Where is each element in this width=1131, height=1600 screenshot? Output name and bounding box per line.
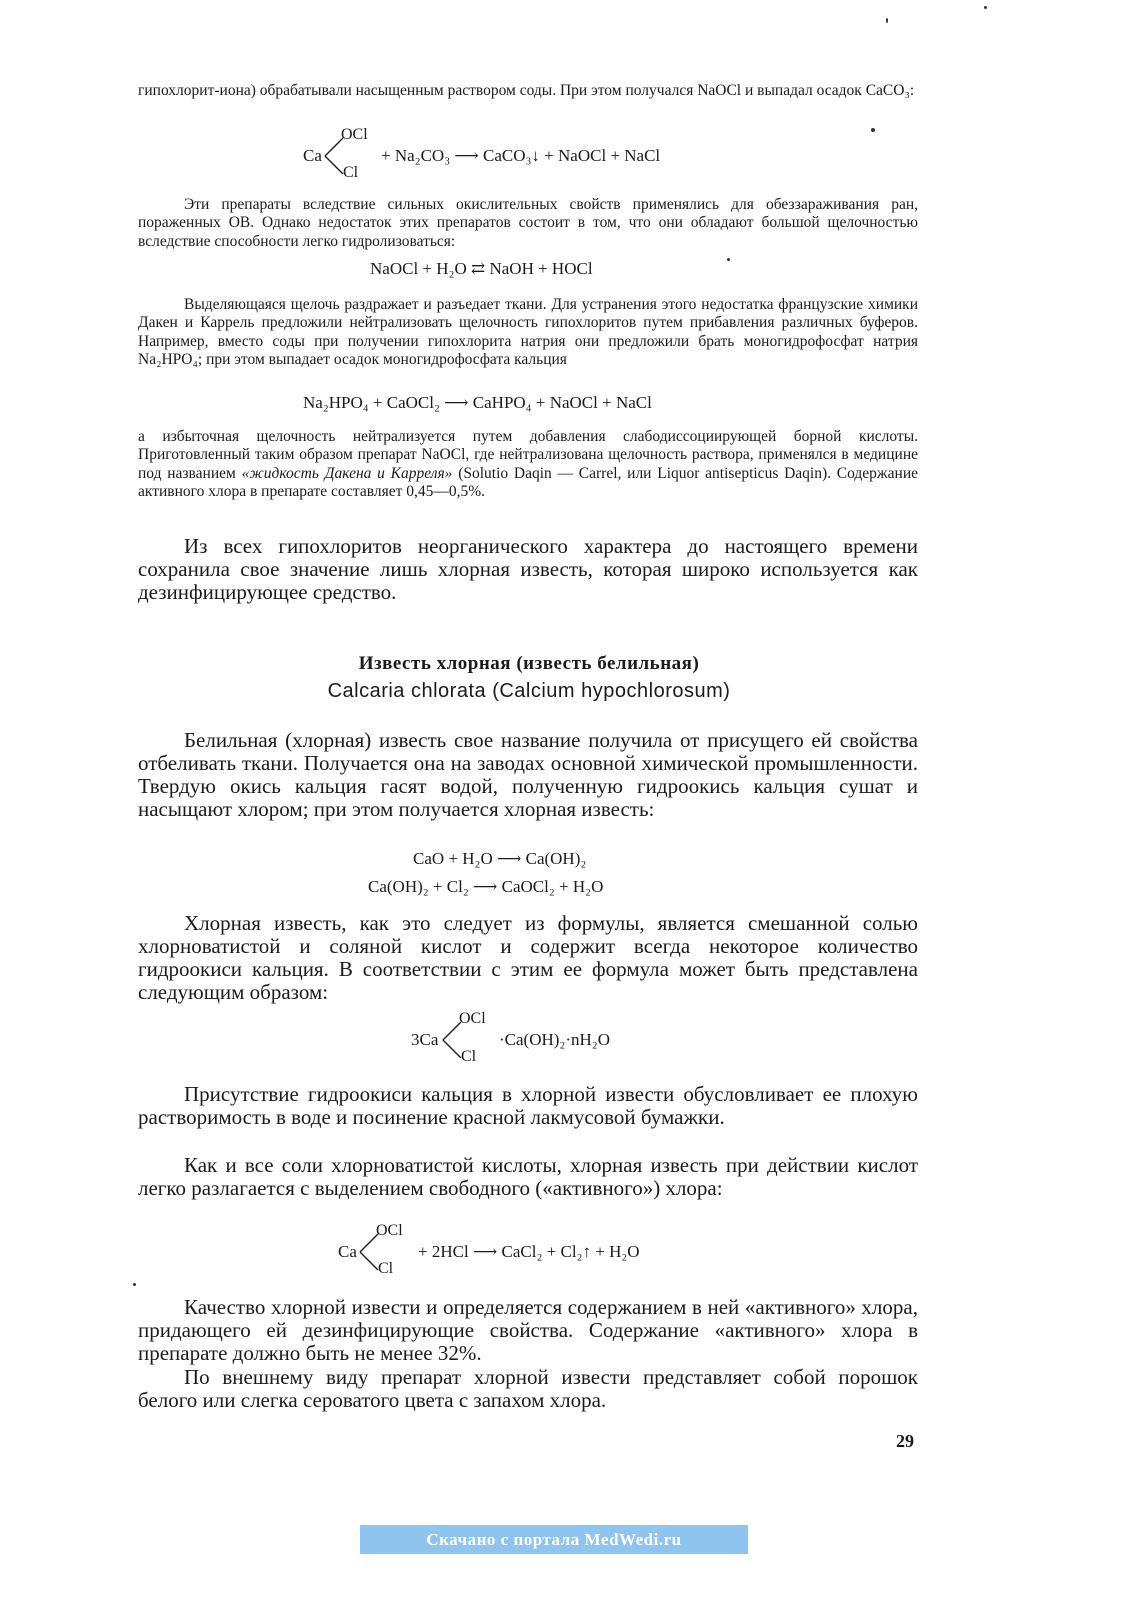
paragraph-4-italic: «жидкость Дакена и Карреля» [241,464,453,482]
paragraph-7: Хлорная известь, как это следует из формулы, является смешанной солью хлорноватистой и соляной кислот и содержит всегда некоторое количество гидроокиси кальция. В соответствии с этим ее формула может быть представлена следующим образом: [138,911,918,1004]
paragraph-1: гипохлорит-иона) обрабатывали насыщенным раствором соды. При этом получался NaOCl и выпадал осадок CaCO₃: [138,82,915,99]
scan-speck [886,18,888,23]
equation-5: Ca(OH)₂ + Cl₂ ⟶ CaOCl₂ + H₂O [368,877,604,896]
paragraph-3: Выделяющаяся щелочь раздражает и разъедает ткани. Для устранения этого недостатка французские химики Дакен и Каррель предложили нейтрализовать щелочность гипохлоритов путем прибавления различных буферов. Например, вместо соды при получении гипохлорита натрия они предложили брать моногидрофосфат натрия Na₂HPO₄; при этом выпадает осадок моногидрофосфата кальция [138,296,918,368]
eq7-rest: + 2HCl ⟶ CaCl₂ + Cl₂↑ + H₂O [418,1242,640,1261]
eq6-ca: 3Ca [411,1030,439,1049]
eq7-ca: Ca [338,1242,357,1261]
section-heading-ru: Известь хлорная (известь белильная) [358,653,700,674]
download-banner[interactable]: Скачано с портала MedWedi.ru [360,1525,748,1554]
paragraph-10: Качество хлорной извести и определяется содержанием в ней «активного» хлора, придающего ей дезинфицирующие свойства. Содержание «активного» хлора в препарате должно быть не менее 32%. [138,1295,918,1365]
equation-2: NaOCl + H₂O ⇄ NaOH + HOCl [370,259,593,278]
eq6-cl: Cl [461,1048,477,1065]
paragraph-4-text-a: а избыточная щелочность нейтрализуется путем добавления слабодиссоциирующей борной кислоты. Приготовленный таким образом препарат NaOCl, где нейтрализована щелочность раствора, применялся в медицине под названием [138,428,918,482]
paragraph-4 [138,428,918,501]
equation-3: Na₂HPO₄ + CaOCl₂ ⟶ CaHPO₄ + NaOCl + NaCl [303,393,652,412]
eq1-ocl: OCl [341,126,368,143]
scan-speck [871,128,875,132]
eq1-cl: Cl [343,164,359,181]
eq7-cl: Cl [378,1260,394,1277]
paragraph-9: Как и все соли хлорноватистой кислоты, хлорная известь при действии кислот легко разлагается с выделением свободного («активного») хлора: [138,1153,918,1200]
paragraph-11: По внешнему виду препарат хлорной извести представляет собой порошок белого или слегка сероватого цвета с запахом хлора. [138,1365,918,1412]
paragraph-5: Из всех гипохлоритов неорганического характера до настоящего времени сохранила свое значение лишь хлорная известь, которая широко используется как дезинфицирующее средство. [138,534,918,604]
eq6-rest: ·Ca(OH)₂·nH₂O [499,1030,610,1049]
section-heading-la: Calcaria chlorata (Calcium hypochlorosum) [327,680,731,702]
equation-4: CaO + H₂O ⟶ Ca(OH)₂ [413,849,587,868]
scan-speck [727,258,730,261]
scan-speck [984,6,987,9]
eq1-ca: Ca [303,146,322,165]
eq7-ocl: OCl [376,1222,403,1239]
eq6-ocl: OCl [459,1010,486,1027]
page-number: 29 [896,1431,914,1451]
paragraph-6: Белильная (хлорная) известь свое название получила от присущего ей свойства отбеливать ткани. Получается она на заводах основной химической промышленности. Твердую окись кальция гасят водой, полученную гидроокись кальция сушат и насыщают хлором; при этом получается хлорная известь: [138,728,918,821]
paragraph-2: Эти препараты вследствие сильных окислительных свойств применялись для обеззараживания ран, пораженных ОВ. Однако недостаток этих препаратов состоит в том, что они обладают большой щелочностью вследствие способности легко гидролизоваться: [138,196,918,250]
eq1-rest: + Na₂CO₃ ⟶ CaCO₃↓ + NaOCl + NaCl [381,146,661,165]
paragraph-4-text-c: (Solutio Daqin — Carrel, или Liquor antisepticus Daqin). Содержание активного хлора в препарате составляет 0,45—0,5%. [138,464,918,500]
scan-speck [133,1283,136,1286]
paragraph-8: Присутствие гидроокиси кальция в хлорной извести обусловливает ее плохую растворимость в воде и посинение красной лакмусовой бумажки. [138,1082,918,1129]
